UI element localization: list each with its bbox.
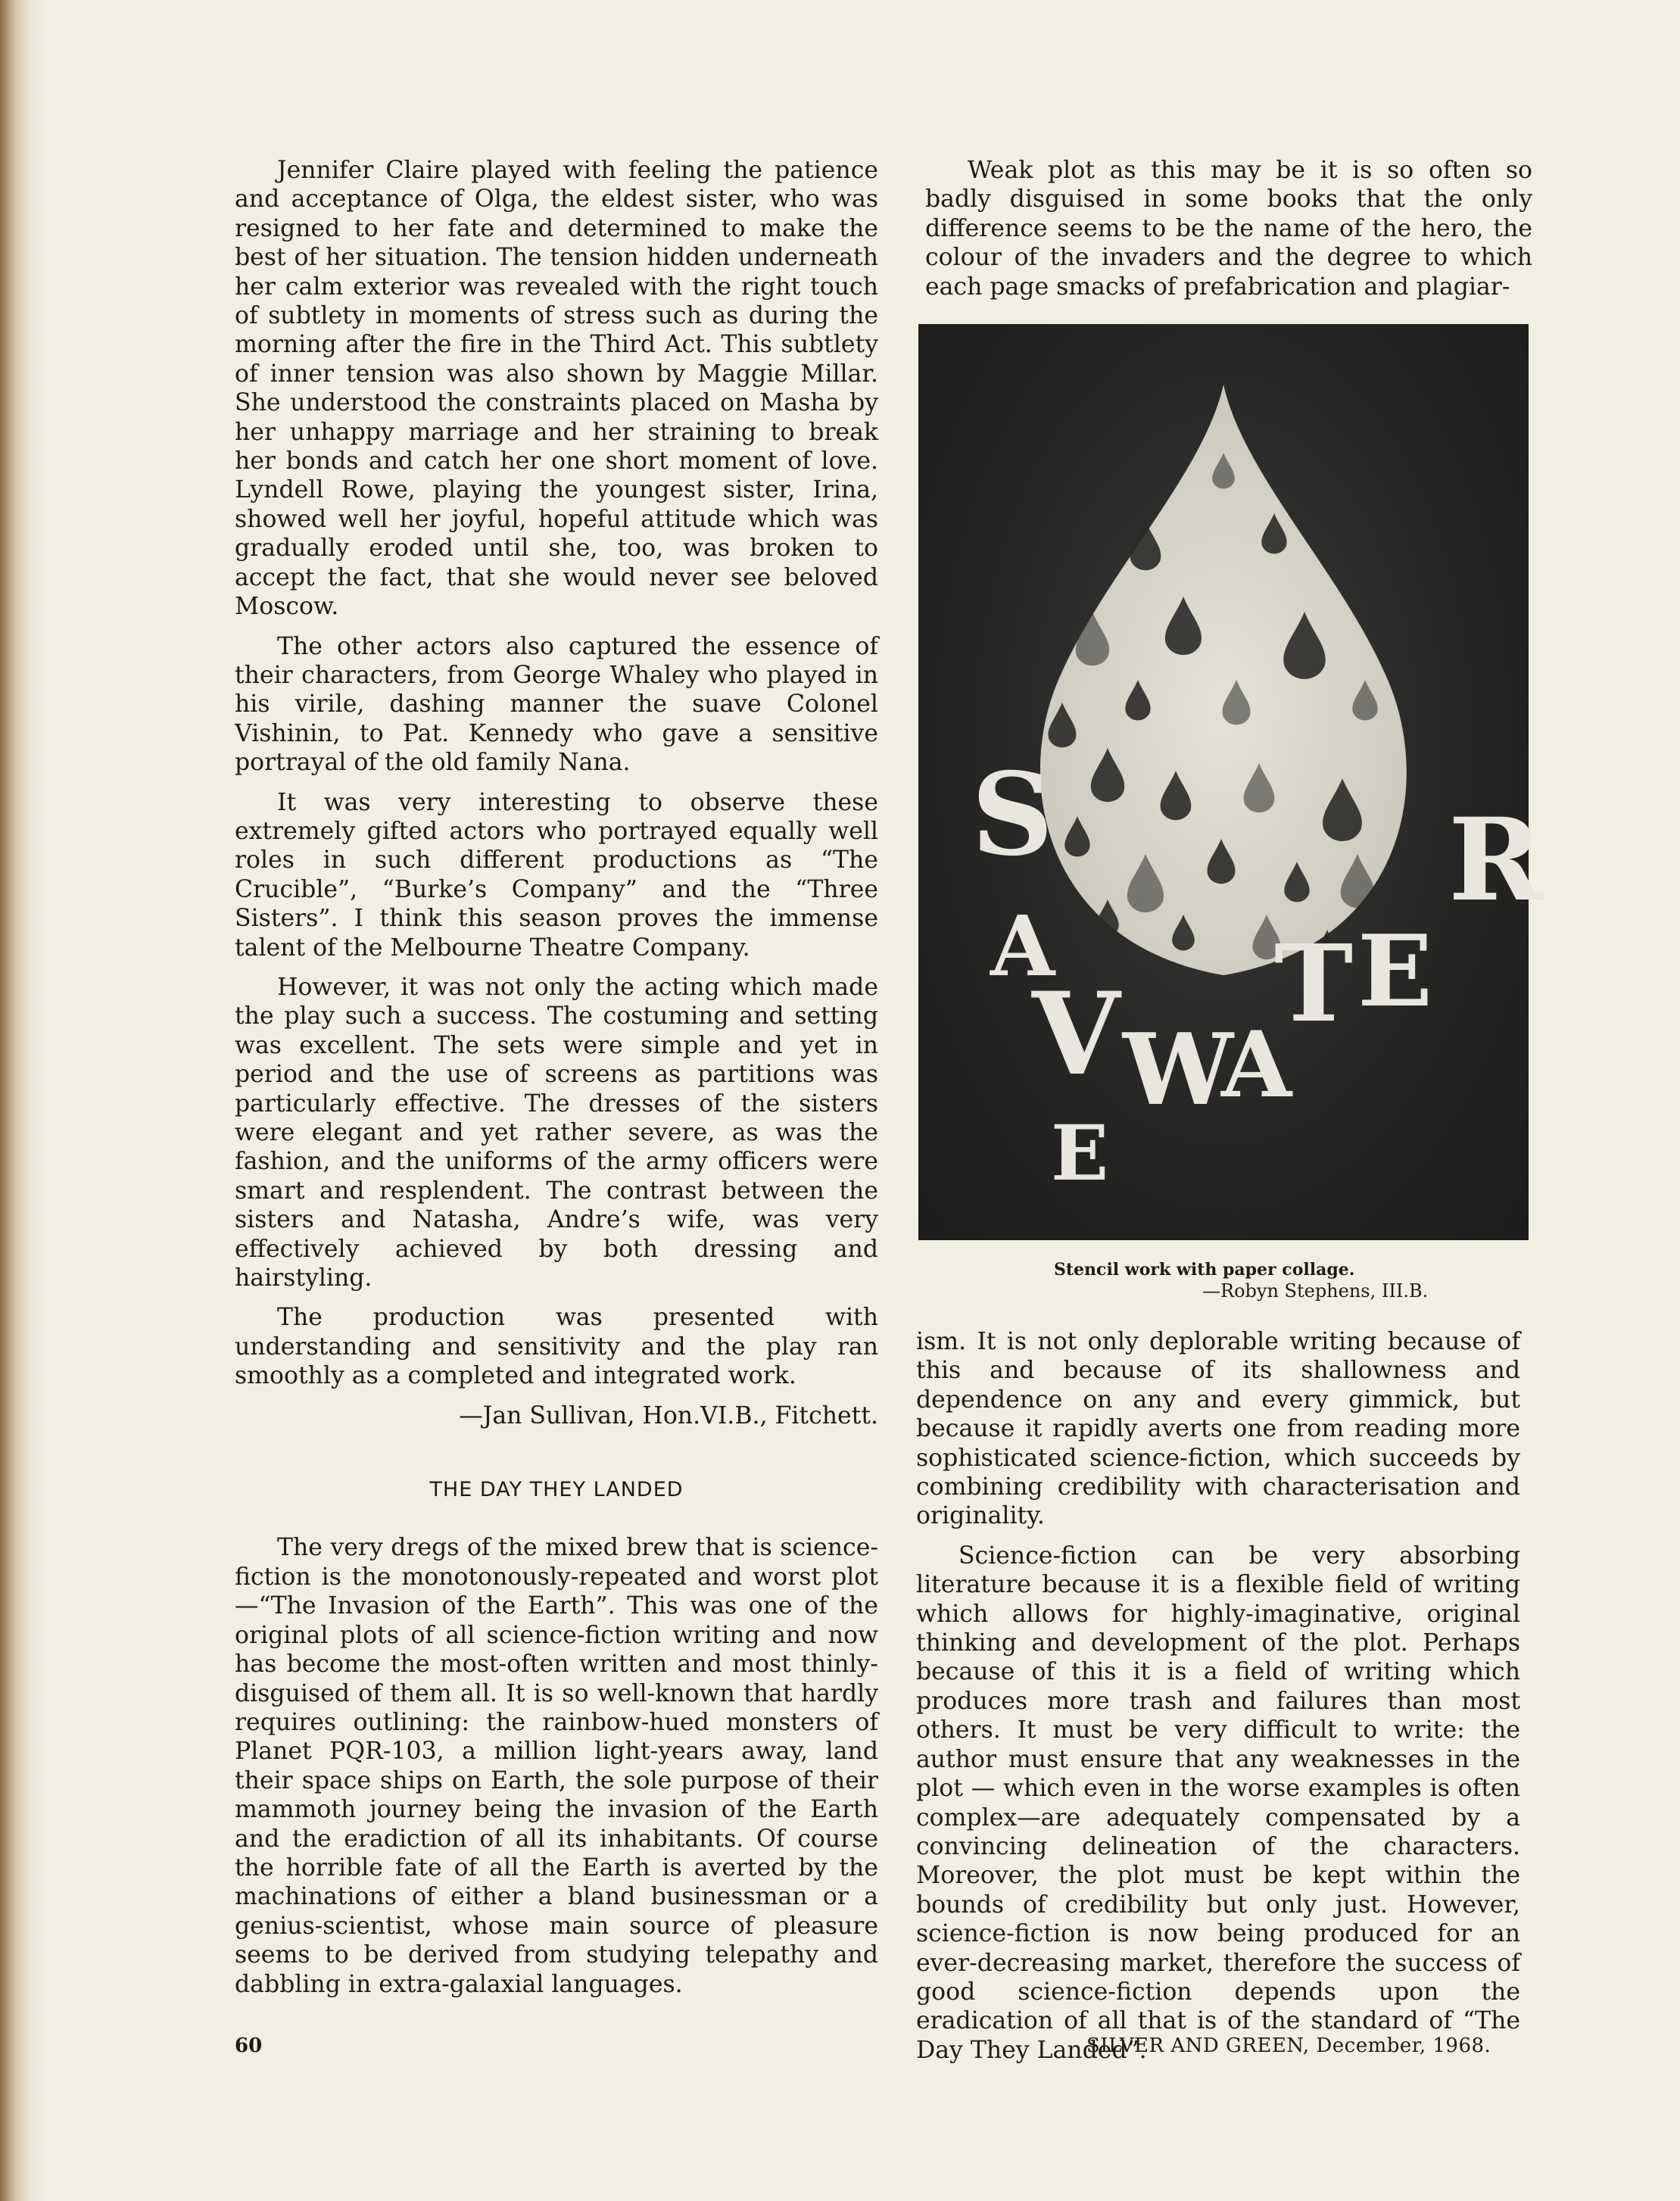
lettering-0: S <box>971 748 1054 881</box>
lettering-8: R <box>1448 793 1543 927</box>
paragraph-production: The production was presented with understanding and sensitivity and the play ran smoothly as a completed and integrated work. <box>235 1304 878 1390</box>
right-column-top <box>925 156 1532 312</box>
lettering-7: E <box>1357 913 1433 1029</box>
left-column <box>235 156 878 2009</box>
paragraph-gifted-actors: It was very interesting to observe these extremely gifted actors who portrayed equally well roles in such different productions as “The Crucible”, “Burke’s Company” and the “Three Sisters”. I think this season proves the immense talent of the Melbourne Theatre Company. <box>235 788 878 962</box>
paragraph-dregs: The very dregs of the mixed brew that is science-fiction is the monotonously-repeated and worst plot—“The Invasion of the Earth”. This was one of the original plots of all science-fiction writing and now has become the most-often written and most thinly-disguised of them all. It is so well-known that hardly requires outlining: the rainbow-hued monsters of Planet PQR-103, a million light-years away, land their space ships on Earth, the sole purpose of their mammoth journey being the invasion of the Earth and the eradiction of all its inhabitants. Of course the horrible fate of all the Earth is averted by the machinations of either a bland businessman or a genius-scientist, whose main source of pleasure seems to be derived from studying telepathy and dabbling in extra-galaxial languages. <box>235 1534 878 1998</box>
book-binding-shadow <box>0 0 45 2201</box>
lettering-4: W <box>1123 1012 1233 1127</box>
paragraph-absorbing: Science-fiction can be very absorbing literature because it is a flexible field of writing which allows for highly-imaginative, original thinking and development of the plot. Perhaps because of this it is a field of writing which produces more trash and failures than most others. It must be very difficult to write: the author must ensure that any weaknesses in the plot — which even in the worse examples is often complex—are adequately compensated by a convincing delineation of the characters. Moreover, the plot must be kept within the bounds of credibility but only just. However, science-fiction is now being produced for an ever-decreasing market, therefore the success of good science-fiction depends upon the eradication of all that is of the standard of “The Day They Landed”. <box>916 1542 1520 2064</box>
paragraph-weak-plot: Weak plot as this may be it is so often so badly disguised in some books that the only difference seems to be the name of the hero, the colour of the invaders and the degree to which each page smacks of prefabrication and plagiar- <box>925 157 1532 301</box>
paragraph-costuming: However, it was not only the acting which made the play such a success. The costuming and setting was excellent. The sets were simple and yet in period and the use of screens as partitions was particularly effective. The dresses of the sisters were elegant and yet rather severe, as was the fashion, and the uniforms of the army officers were smart and resplendent. The contrast between the sisters and Natasha, Andre’s wife, was very effectively achieved by both dressing and hairstyling. <box>235 973 878 1292</box>
lettering-3: E <box>1051 1108 1109 1198</box>
save-water-illustration <box>918 324 1543 1240</box>
lettering-2: V <box>1032 968 1121 1101</box>
illustration-caption: Stencil work with paper collage. <box>1054 1260 1355 1280</box>
review-signature: —Jan Sullivan, Hon.VI.B., Fitchett. <box>459 1401 878 1429</box>
paragraph-olga: Jennifer Claire played with feeling the patience and acceptance of Olga, the eldest sister, who was resigned to her fate and determined to make the best of her situation. The tension hidden underneath her calm exterior was revealed with the right touch of subtlety in moments of stress such as during the morning after the fire in the Third Act. This subtlety of inner tension was also shown by Maggie Millar. She understood the constraints placed on Masha by her unhappy marriage and her straining to break her bonds and catch her one short moment of love. Lyndell Rowe, playing the youngest sister, Irina, showed well her joyful, hopeful attitude which was gradually eroded until she, too, was broken to accept the fact, that she would never see beloved Moscow. <box>235 157 878 621</box>
publication-footer: SILVER AND GREEN, December, 1968. <box>1086 2034 1491 2057</box>
page-number: 60 <box>235 2034 263 2057</box>
lettering-1: A <box>990 897 1055 995</box>
lettering-6: T <box>1274 922 1354 1046</box>
paragraph-other-actors: The other actors also captured the essence of their characters, from George Whaley who played in his virile, dashing manner the suave Colonel Vishinin, to Pat. Kennedy who gave a sensitive portrayal of the old family Nana. <box>235 632 878 777</box>
paragraph-ism: ism. It is not only deplorable writing because of this and because of its shallowness and dependence on any and every gimmick, but because it rapidly averts one from reading more sophisticated science-fiction, which succeeds by combining credibility with characterisation and originality. <box>916 1328 1520 1530</box>
article-heading: THE DAY THEY LANDED <box>429 1478 684 1502</box>
illustration-credit: —Robyn Stephens, III.B. <box>1202 1280 1429 1302</box>
lettering-5: A <box>1221 1012 1292 1118</box>
illustration-svg <box>918 324 1543 1240</box>
right-column-bottom <box>916 1327 1520 2075</box>
